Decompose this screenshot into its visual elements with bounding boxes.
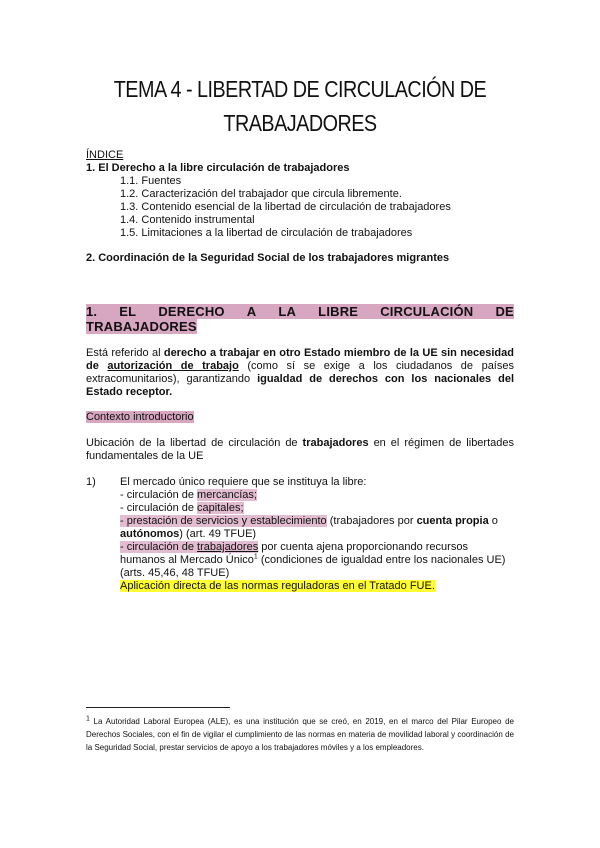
heading-word: A	[246, 304, 257, 319]
list-line-autonomos	[120, 528, 256, 541]
footnote	[86, 715, 514, 754]
index-block	[86, 149, 350, 175]
text-run: (trabajadores por	[326, 515, 417, 527]
text-run: o	[488, 515, 498, 527]
section-1-heading	[86, 304, 514, 334]
heading-word: 1.	[86, 304, 98, 319]
index-sub-1-3: 1.3. Contenido esencial de la libertad de circulación de trabajadores	[120, 201, 451, 213]
heading-word: DERECHO	[158, 304, 225, 319]
context-label-text: Contexto introductorio	[86, 411, 194, 423]
text-run: ) (art. 49 TFUE)	[179, 528, 257, 540]
text-run-bold-underline: autorización de trabajo	[107, 360, 239, 372]
heading-word: DE	[495, 304, 514, 319]
footnote-number: 1	[86, 715, 90, 723]
list-line-capitales	[120, 502, 244, 515]
text-run-bold: derecho a trabajar en otro Estado miembro de la UE sin necesidad de	[86, 347, 514, 372]
text-run: Ubicación de la libertad de circulación de	[86, 437, 303, 449]
title-line-1: TEMA 4 - LIBERTAD DE CIRCULACIÓN DE	[113, 76, 487, 102]
text-run: (condiciones de igualdad entre los nacionales UE)	[257, 554, 506, 566]
text-run-bold: trabajadores	[302, 437, 369, 449]
index-item-2: 2. Coordinación de la Seguridad Social de los trabajadores migrantes	[86, 252, 450, 264]
list-line-mercancias	[120, 489, 257, 502]
list-number: 1)	[86, 476, 96, 488]
index-sub-1-5: 1.5. Limitaciones a la libertad de circulación de trabajadores	[120, 227, 413, 239]
context-paragraph	[86, 437, 514, 463]
text-run: ;	[253, 489, 257, 501]
heading-word: CIRCULACIÓN	[380, 304, 474, 319]
text-run-bold: cuenta propia	[416, 515, 489, 527]
index-sub-1-1: 1.1. Fuentes	[120, 175, 182, 187]
heading-word: EL	[119, 304, 137, 319]
highlight-aplicacion: Aplicación directa de las normas reguladoras en el Tratado FUE.	[120, 580, 435, 592]
page-title	[94, 72, 507, 140]
list-intro: El mercado único requiere que se instituya la libre:	[120, 476, 367, 488]
text-run-bold: autónomos	[120, 528, 180, 540]
list-line-servicios	[120, 515, 514, 528]
list-line-trabajadores	[120, 541, 468, 554]
highlight-circulacion: - circulación de	[120, 541, 198, 553]
context-label	[86, 411, 194, 424]
index-item-1: 1. El Derecho a la libre circulación de trabajadores	[86, 162, 350, 174]
heading-word: LIBRE	[318, 304, 359, 319]
title-line-2: TRABAJADORES	[223, 110, 377, 136]
index-sub-1-2: 1.2. Caracterización del trabajador que circula libremente.	[120, 188, 402, 200]
footnote-separator	[86, 707, 230, 708]
heading-word: LA	[278, 304, 297, 319]
list-line-arts: (arts. 45,46, 48 TFUE)	[120, 567, 230, 579]
highlight-trabajadores: trabajadores	[197, 541, 259, 553]
list-line-aplicacion	[120, 580, 435, 593]
index-sub-1-4: 1.4. Contenido instrumental	[120, 214, 255, 226]
index-label: ÍNDICE	[86, 149, 124, 161]
text-run: ;	[240, 502, 244, 514]
text-run: - circulación de	[120, 502, 198, 514]
footnote-text: La Autoridad Laboral Europea (ALE), es una institución que se creó, en 2019, en el marco del Pilar Europeo de Derechos Sociales, con el fin de vigilar el cumplimiento de las normas en materia de movilidad laboral y coordinación de la Seguridad Social, prestar servicios de apoyo a los trabajadores móviles y a los empleadores.	[86, 717, 514, 752]
text-run: por cuenta ajena proporcionando recursos	[258, 541, 468, 553]
text-run: humanos al Mercado Único	[120, 554, 254, 566]
text-run: Está referido al	[86, 347, 164, 359]
footnote-ref[interactable]: 1	[253, 553, 258, 561]
intro-paragraph	[86, 347, 514, 399]
highlight-capitales: capitales	[197, 502, 241, 514]
text-run: -	[120, 515, 127, 527]
highlight-servicios: prestación de servicios y establecimiento	[126, 515, 327, 527]
text-run-bold: igualdad de derechos con los nacionales del Estado receptor.	[86, 373, 514, 398]
text-run: - circulación de	[120, 489, 198, 501]
text-run: en el régimen de libertades fundamentales de la UE	[86, 437, 514, 462]
heading-line-2: TRABAJADORES	[86, 319, 197, 334]
text-run: (como sí se exige a los ciudadanos de países extracomunitarios), garantizando	[86, 360, 514, 385]
heading-line-1	[86, 304, 514, 319]
list-line-humanos	[120, 554, 505, 567]
highlight-mercancias: mercancías	[197, 489, 254, 501]
